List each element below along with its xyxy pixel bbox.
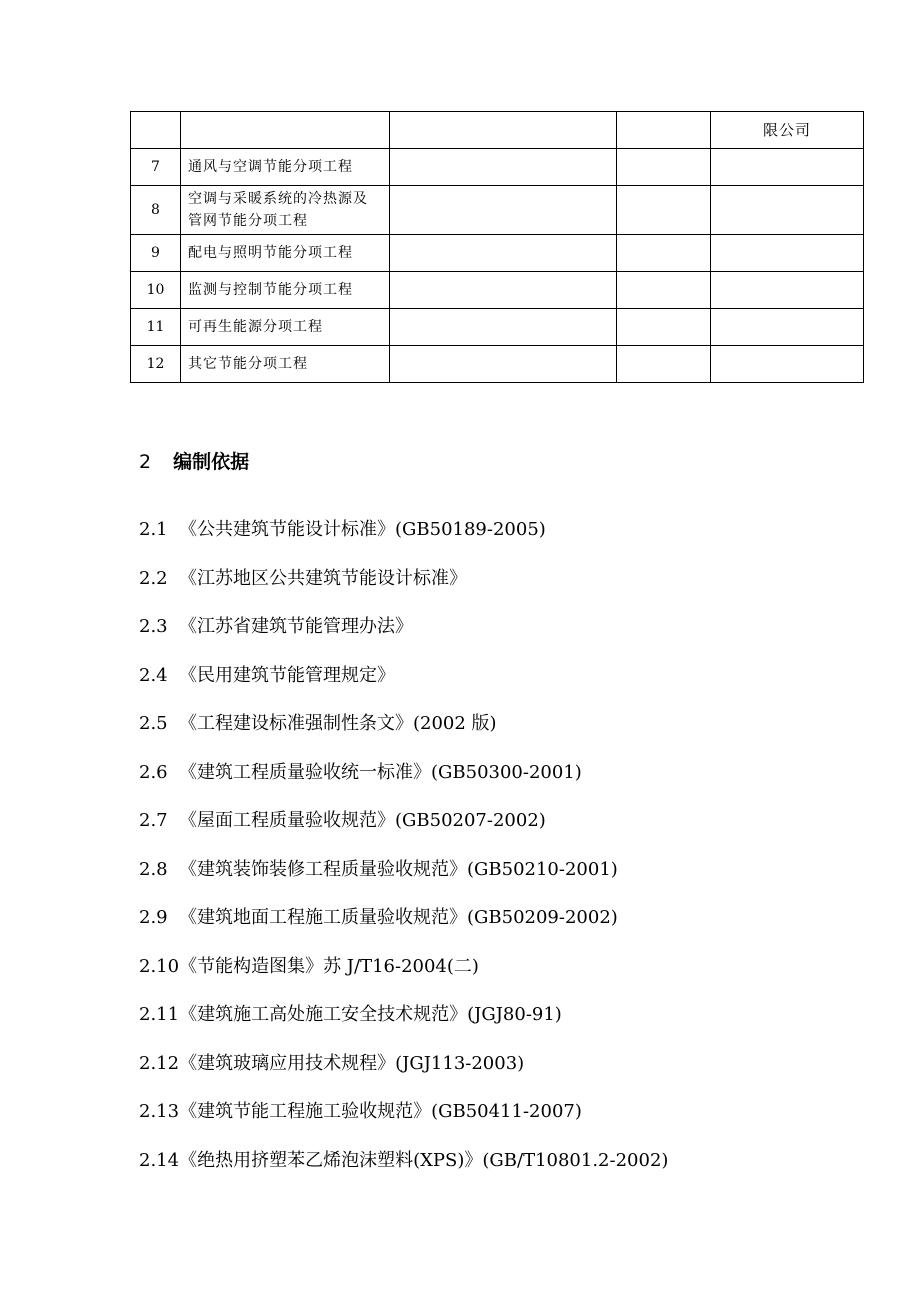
row-cell	[711, 186, 864, 235]
row-number: 8	[131, 186, 181, 235]
row-item-name: 监测与控制节能分项工程	[181, 272, 390, 309]
section-number: 2	[139, 451, 152, 473]
table-row	[131, 235, 864, 272]
row-cell	[711, 272, 864, 309]
list-item	[139, 846, 899, 895]
reference-text: 《工程建设标准强制性条文》(2002 版)	[179, 713, 497, 734]
row-cell	[617, 272, 711, 309]
list-item	[139, 1088, 899, 1137]
row-cell	[617, 186, 711, 235]
reference-number: 2.4	[139, 664, 168, 686]
reference-number: 2.1	[139, 519, 168, 540]
table-row	[131, 149, 864, 186]
reference-number: 2.9	[139, 907, 168, 928]
reference-number: 2.2	[139, 567, 168, 589]
row-cell	[711, 149, 864, 186]
table-row	[131, 309, 864, 346]
reference-number: 2.14	[139, 1149, 180, 1171]
list-item	[139, 506, 899, 555]
reference-number: 2.13	[139, 1101, 180, 1122]
reference-number: 2.3	[139, 616, 168, 637]
list-item	[139, 943, 899, 992]
row-cell	[617, 346, 711, 383]
row-number	[131, 112, 181, 149]
project-table	[130, 111, 864, 383]
list-item	[139, 555, 899, 604]
reference-number: 2.8	[139, 858, 168, 880]
row-number: 12	[131, 346, 181, 383]
row-company-cell: 限公司	[711, 112, 864, 149]
reference-text: 《民用建筑节能管理规定》	[179, 664, 395, 686]
reference-number: 2.11	[139, 1004, 180, 1025]
row-number: 9	[131, 235, 181, 272]
row-cell	[390, 235, 617, 272]
reference-number: 2.10	[139, 955, 180, 977]
row-cell	[617, 112, 711, 149]
list-item	[139, 700, 899, 749]
table-row	[131, 272, 864, 309]
reference-text: 《节能构造图集》苏 J/T16-2004(二)	[179, 955, 479, 977]
reference-text: 《建筑地面工程施工质量验收规范》(GB50209-2002)	[179, 907, 618, 928]
row-cell	[617, 309, 711, 346]
row-item-name	[181, 112, 390, 149]
reference-text: 《江苏省建筑节能管理办法》	[179, 616, 413, 637]
reference-text: 《建筑施工高处施工安全技术规范》(JGJ80-91)	[179, 1004, 562, 1025]
reference-text: 《建筑装饰装修工程质量验收规范》(GB50210-2001)	[179, 858, 618, 880]
reference-text: 《建筑玻璃应用技术规程》(JGJ113-2003)	[179, 1052, 525, 1074]
row-cell	[390, 186, 617, 235]
row-item-name: 配电与照明节能分项工程	[181, 235, 390, 272]
row-number: 7	[131, 149, 181, 186]
row-item-name: 其它节能分项工程	[181, 346, 390, 383]
row-item-name: 空调与采暖系统的冷热源及管网节能分项工程	[181, 186, 390, 235]
list-item	[139, 1137, 899, 1186]
row-cell	[390, 149, 617, 186]
section-title: 编制依据	[173, 451, 250, 473]
row-cell	[711, 346, 864, 383]
table-row	[131, 346, 864, 383]
reference-list	[139, 506, 899, 1185]
row-cell	[390, 112, 617, 149]
row-cell	[390, 272, 617, 309]
reference-text: 《屋面工程质量验收规范》(GB50207-2002)	[179, 810, 546, 831]
row-number: 11	[131, 309, 181, 346]
list-item	[139, 652, 899, 701]
list-item	[139, 797, 899, 846]
reference-text: 《建筑工程质量验收统一标准》(GB50300-2001)	[179, 761, 582, 783]
row-cell	[711, 309, 864, 346]
reference-number: 2.7	[139, 810, 168, 831]
reference-number: 2.6	[139, 761, 168, 783]
section-heading	[139, 447, 249, 474]
row-cell	[617, 149, 711, 186]
row-cell	[617, 235, 711, 272]
row-cell	[390, 309, 617, 346]
row-cell	[390, 346, 617, 383]
reference-text: 《绝热用挤塑苯乙烯泡沫塑料(XPS)》(GB/T10801.2-2002)	[179, 1149, 669, 1171]
list-item	[139, 1040, 899, 1089]
row-cell	[711, 235, 864, 272]
table-row	[131, 186, 864, 235]
reference-number: 2.5	[139, 713, 168, 734]
reference-text: 《公共建筑节能设计标准》(GB50189-2005)	[179, 519, 546, 540]
table-row	[131, 112, 864, 149]
list-item	[139, 603, 899, 652]
reference-number: 2.12	[139, 1052, 180, 1074]
reference-text: 《建筑节能工程施工验收规范》(GB50411-2007)	[179, 1101, 582, 1122]
row-item-name: 通风与空调节能分项工程	[181, 149, 390, 186]
row-item-name: 可再生能源分项工程	[181, 309, 390, 346]
list-item	[139, 749, 899, 798]
reference-text: 《江苏地区公共建筑节能设计标准》	[179, 567, 467, 589]
row-number: 10	[131, 272, 181, 309]
list-item	[139, 991, 899, 1040]
list-item	[139, 894, 899, 943]
